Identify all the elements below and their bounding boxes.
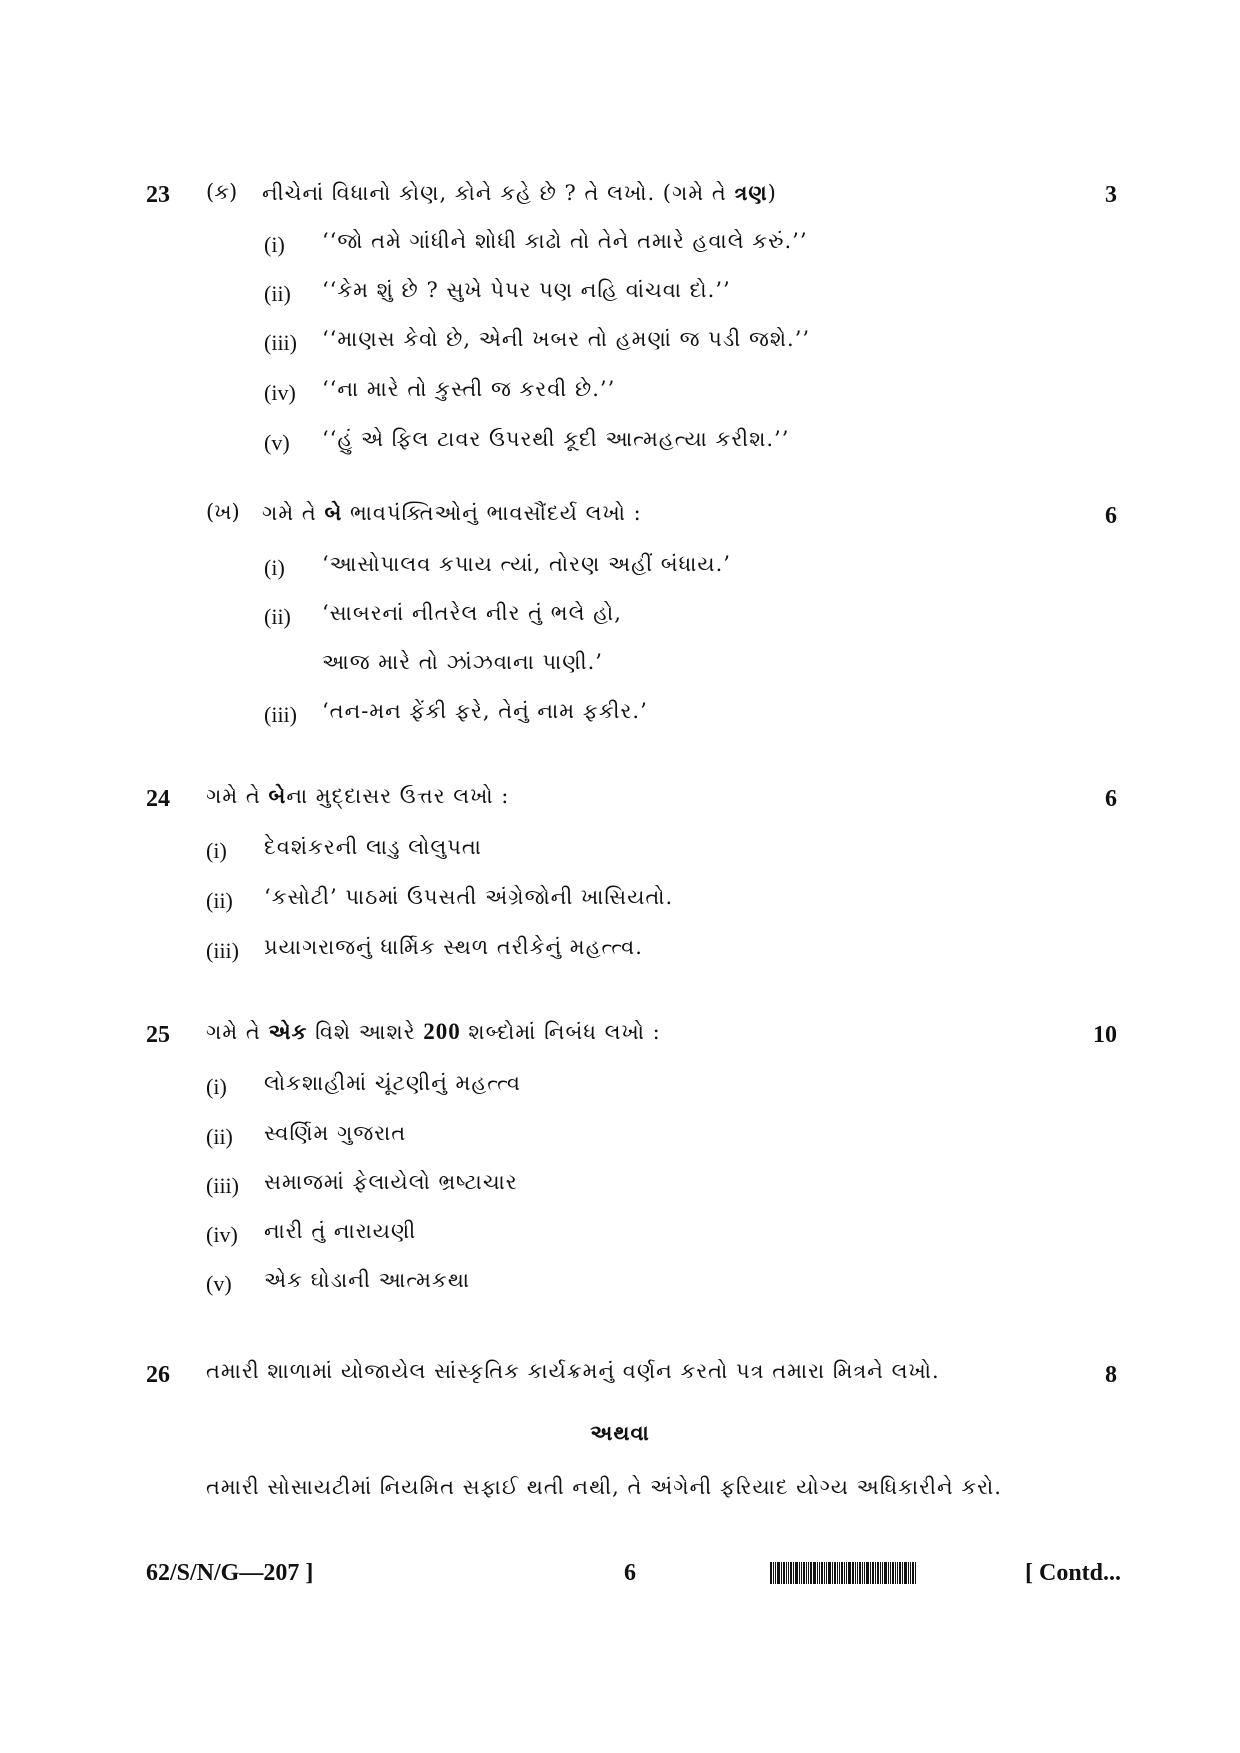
barcode-bar [852,1562,854,1584]
item-text: ‘‘માણસ કેવો છે, એની ખબર તો હમણાં જ પડી જશે.’’ [322,327,811,351]
item-number: (ii) [206,1124,233,1149]
page-number: 6 [624,1560,636,1586]
barcode-bar [821,1562,823,1584]
barcode-bar [875,1562,876,1584]
barcode-bar [872,1562,874,1584]
item-text: ‘કસોટી’ પાઠમાં ઉપસતી અંગ્રેજોની ખાસિયતો. [264,885,674,909]
barcode-bar [844,1562,845,1584]
barcode-bar [803,1562,805,1584]
item-number: (i) [264,555,285,580]
barcode [770,1562,1040,1584]
barcode-bar [770,1562,772,1584]
item-text: ‘‘હું એ ફિલ ટાવર ઉપરથી કૂદી આત્મહત્યા કરીશ.’’ [322,427,790,451]
question-number: 25 [146,1022,170,1048]
question-prompt: ગમે તે બેના મુદ્દાસર ઉત્તર લખો : [206,783,510,808]
barcode-bar [892,1562,894,1584]
item-text: ‘આસોપાલવ કપાય ત્યાં, તોરણ અહીં બંધાય.’ [322,552,731,576]
marks: 3 [1105,182,1117,208]
item-number: (iii) [206,938,239,963]
question-text: તમારી શાળામાં યોજાયેલ સાંસ્કૃતિક કાર્યક્રમનું વર્ણન કરતો પત્ર તમારા મિત્રને લખો. [206,1359,940,1383]
barcode-bar [790,1562,792,1584]
barcode-bar [777,1562,780,1584]
barcode-bar [828,1562,831,1584]
barcode-bar [910,1562,911,1584]
barcode-bar [841,1562,843,1584]
barcode-bar [824,1562,825,1584]
barcode-bar [837,1562,838,1584]
barcode-bar [783,1562,785,1584]
item-text-continued: આજ મારે તો ઝાંઝવાના પાણી.’ [322,650,603,674]
barcode-bar [775,1562,776,1584]
barcode-bar [862,1562,863,1584]
question-number: 23 [146,182,170,208]
barcode-bar [895,1562,896,1584]
barcode-bar [855,1562,856,1584]
barcode-bar [857,1562,858,1584]
barcode-bar [915,1562,916,1584]
item-text: દેવશંકરની લાડુ લોલુપતા [264,835,482,859]
barcode-bar [859,1562,861,1584]
barcode-bar [846,1562,847,1584]
question-prompt: ગમે તે એક વિશે આશરે 200 શબ્દોમાં નિબંધ લખો : [206,1019,661,1044]
barcode-bar [899,1562,901,1584]
item-number: (i) [206,1074,227,1099]
item-text: નારી તું નારાયણી [264,1219,417,1243]
barcode-bar [773,1562,774,1584]
continued-label: [ Contd... [1025,1560,1122,1586]
barcode-bar [870,1562,871,1584]
question-prompt: ગમે તે બે ભાવપંક્તિઓનું ભાવસૌંદર્ય લખો : [262,500,642,525]
item-text: પ્રયાગરાજનું ધાર્મિક સ્થળ તરીકેનું મહત્ત્વ. [264,935,643,959]
or-label: અથવા [590,1420,650,1445]
marks: 10 [1093,1022,1117,1048]
alternative-question-text: તમારી સોસાયટીમાં નિયમિત સફાઈ થતી નથી, તે અંગેની ફરિયાદ યોગ્ય અધિકારીને કરો. [206,1475,1002,1499]
barcode-bar [799,1562,800,1584]
item-text: ‘સાબરનાં નીતરેલ નીર તું ભલે હો, [322,601,622,625]
barcode-bar [832,1562,833,1584]
item-number: (ii) [264,281,291,306]
barcode-bar [801,1562,802,1584]
item-number: (iv) [264,380,296,405]
barcode-bar [902,1562,903,1584]
item-number: (iii) [264,702,297,727]
item-text: ‘‘જો તમે ગાંધીને શોધી કાઢો તો તેને તમારે હવાલે કરું.’’ [322,229,808,253]
question-number: 26 [146,1362,170,1388]
barcode-bar [788,1562,789,1584]
barcode-bar [912,1562,914,1584]
paper-code: 62/S/N/G—207 ] [146,1560,314,1586]
item-number: (i) [206,838,227,863]
barcode-bar [834,1562,836,1584]
barcode-bar [866,1562,869,1584]
question-prompt: નીચેનાં વિધાનો કોણ, કોને કહે છે ? તે લખો. (ગમે તે ત્રણ) [262,180,777,205]
barcode-bar [888,1562,889,1584]
item-number: (v) [264,430,290,455]
barcode-bar [808,1562,809,1584]
item-text: સમાજમાં ફેલાયેલો ભ્રષ્ટાચાર [264,1170,518,1194]
marks: 6 [1105,503,1117,529]
sub-question-label: (ખ) [206,500,240,524]
barcode-bar [826,1562,827,1584]
barcode-bar [819,1562,820,1584]
barcode-bar [890,1562,891,1584]
barcode-bar [839,1562,840,1584]
barcode-bar [904,1562,907,1584]
item-number: (i) [264,232,285,257]
item-text: ‘‘કેમ શું છે ? સુખે પેપર પણ નહિ વાંચવા દો.’’ [322,278,731,302]
barcode-bar [793,1562,794,1584]
item-number: (ii) [206,888,233,913]
barcode-bar [786,1562,787,1584]
item-number: (iii) [206,1173,239,1198]
item-text: સ્વર્ણિમ ગુજરાત [264,1121,407,1145]
item-text: ‘તન-મન ફેંકી ફરે, તેનું નામ ફકીર.’ [322,699,648,723]
item-text: ‘‘ના મારે તો કુસ્તી જ કરવી છે.’’ [322,377,616,401]
barcode-bar [880,1562,881,1584]
barcode-bar [810,1562,812,1584]
barcode-bars [770,1562,1040,1584]
barcode-bar [864,1562,865,1584]
barcode-bar [877,1562,879,1584]
barcode-bar [781,1562,782,1584]
item-text: લોકશાહીમાં ચૂંટણીનું મહત્ત્વ [264,1071,521,1095]
barcode-bar [813,1562,816,1584]
marks: 6 [1105,786,1117,812]
barcode-bar [884,1562,887,1584]
barcode-bar [882,1562,883,1584]
item-number: (iv) [206,1222,238,1247]
barcode-bar [817,1562,818,1584]
barcode-bar [806,1562,807,1584]
sub-question-label: (ક) [206,180,238,204]
item-number: (iii) [264,330,297,355]
barcode-bar [897,1562,898,1584]
item-number: (v) [206,1271,232,1296]
barcode-bar [908,1562,909,1584]
marks: 8 [1105,1362,1117,1388]
barcode-bar [795,1562,798,1584]
item-text: એક ઘોડાની આત્મકથા [264,1268,471,1292]
barcode-bar [848,1562,851,1584]
question-number: 24 [146,786,170,812]
item-number: (ii) [264,604,291,629]
